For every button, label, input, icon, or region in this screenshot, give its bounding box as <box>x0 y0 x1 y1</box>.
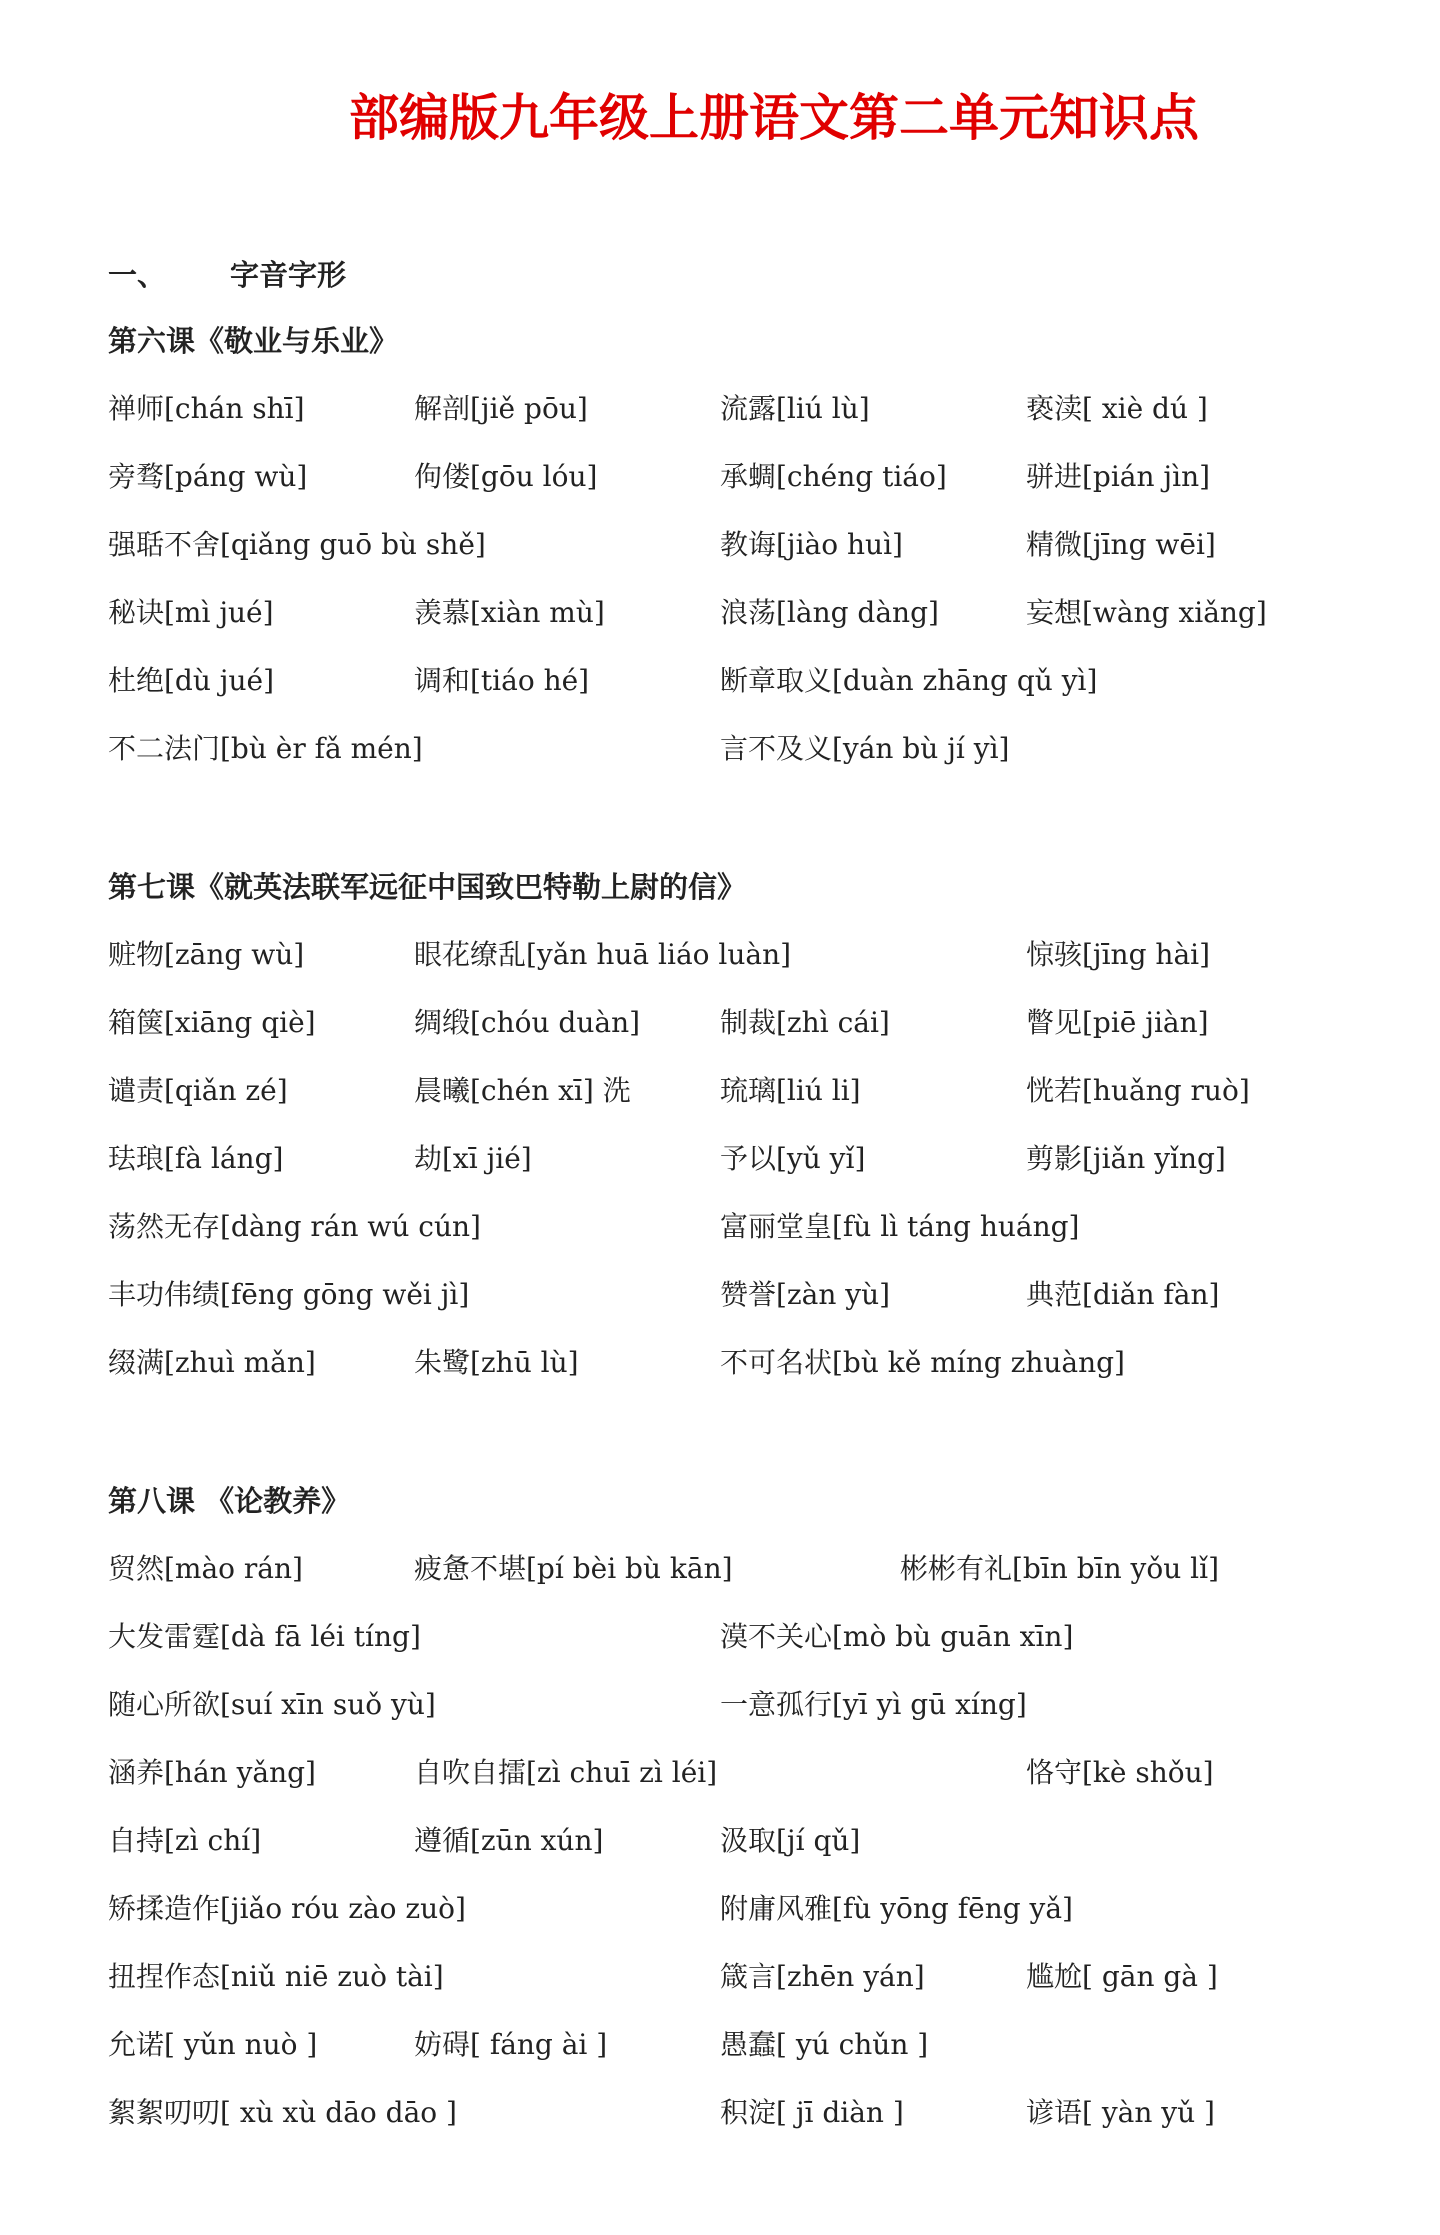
vocab-item: 绸缎[chóu duàn] <box>414 1006 641 1039</box>
vocab-item: 大发雷霆[dà fā léi tíng] <box>108 1620 421 1653</box>
vocab-item: 贸然[mào rán] <box>108 1552 303 1585</box>
vocab-item: 自持[zì chí] <box>108 1824 262 1857</box>
vocab-row <box>108 579 1358 647</box>
vocab-item: 惊骇[jīng hài] <box>1026 938 1211 971</box>
vocab-item: 遵循[zūn xún] <box>414 1824 604 1857</box>
vocab-item: 箴言[zhēn yán] <box>720 1960 925 1993</box>
vocab-item: 恪守[kè shǒu] <box>1026 1756 1214 1789</box>
lesson-title: 第七课《就英法联军远征中国致巴特勒上尉的信》 <box>108 870 747 904</box>
vocab-item: 予以[yǔ yǐ] <box>720 1142 866 1175</box>
vocab-item: 旁骛[páng wù] <box>108 460 308 493</box>
lesson-7 <box>108 853 1358 1397</box>
vocab-row <box>108 989 1358 1057</box>
vocab-item: 羡慕[xiàn mù] <box>414 596 605 629</box>
vocab-item: 矫揉造作[jiǎo róu zào zuò] <box>108 1892 466 1925</box>
vocab-item: 丰功伟绩[fēng gōng wěi jì] <box>108 1278 470 1311</box>
vocab-row <box>108 1875 1358 1943</box>
vocab-item: 佝偻[gōu lóu] <box>414 460 598 493</box>
vocab-item: 富丽堂皇[fù lì táng huáng] <box>720 1210 1080 1243</box>
vocab-item: 箱箧[xiāng qiè] <box>108 1006 316 1039</box>
vocab-item: 强聒不舍[qiǎng guō bù shě] <box>108 528 486 561</box>
vocab-item: 一意孤行[yī yì gū xíng] <box>720 1688 1027 1721</box>
vocab-item: 瞥见[piē jiàn] <box>1026 1006 1209 1039</box>
vocab-item: 剪影[jiǎn yǐng] <box>1026 1142 1226 1175</box>
vocab-item: 妄想[wàng xiǎng] <box>1026 596 1267 629</box>
vocab-item: 教诲[jiào huì] <box>720 528 903 561</box>
vocab-item: 荡然无存[dàng rán wú cún] <box>108 1210 481 1243</box>
vocab-item: 谴责[qiǎn zé] <box>108 1074 288 1107</box>
lesson-title: 第六课《敬业与乐业》 <box>108 324 399 358</box>
vocab-item: 解剖[jiě pōu] <box>414 392 588 425</box>
vocab-item: 精微[jīng wēi] <box>1026 528 1216 561</box>
vocab-item: 允诺[ yǔn nuò ] <box>108 2028 318 2061</box>
vocab-item: 言不及义[yán bù jí yì] <box>720 732 1010 765</box>
lesson-title: 第八课 《论教养》 <box>108 1484 351 1518</box>
vocab-row <box>108 1193 1358 1261</box>
document-title: 部编版九年级上册语文第二单元知识点 <box>349 89 1199 147</box>
vocab-row <box>108 1261 1358 1329</box>
vocab-item: 絮絮叨叨[ xù xù dāo dāo ] <box>108 2096 457 2129</box>
vocab-item: 眼花缭乱[yǎn huā liáo luàn] <box>414 938 792 971</box>
vocab-item: 彬彬有礼[bīn bīn yǒu lǐ] <box>900 1552 1219 1585</box>
vocab-item: 缀满[zhuì mǎn] <box>108 1346 316 1379</box>
vocab-item: 典范[diǎn fàn] <box>1026 1278 1220 1311</box>
vocab-row <box>108 1125 1358 1193</box>
vocab-row <box>108 1057 1358 1125</box>
vocab-item: 尴尬[ gān gà ] <box>1026 1960 1218 1993</box>
vocab-item: 涵养[hán yǎng] <box>108 1756 316 1789</box>
vocab-row <box>108 1739 1358 1807</box>
vocab-row <box>108 715 1358 783</box>
vocab-item: 不二法门[bù èr fǎ mén] <box>108 732 423 765</box>
section-heading <box>108 253 346 294</box>
vocab-row <box>108 1807 1358 1875</box>
vocab-item: 流露[liú lù] <box>720 392 870 425</box>
vocab-item: 扭捏作态[niǔ niē zuò tài] <box>108 1960 444 1993</box>
vocab-item: 积淀[ jī diàn ] <box>720 2096 904 2129</box>
vocab-row <box>108 1671 1358 1739</box>
vocab-item: 断章取义[duàn zhāng qǔ yì] <box>720 664 1098 697</box>
vocab-item: 劫[xī jié] <box>414 1142 532 1175</box>
vocab-item: 汲取[jí qǔ] <box>720 1824 861 1857</box>
vocab-item: 随心所欲[suí xīn suǒ yù] <box>108 1688 436 1721</box>
vocab-row <box>108 443 1358 511</box>
vocab-item: 疲惫不堪[pí bèi bù kān] <box>414 1552 733 1585</box>
vocab-item: 附庸风雅[fù yōng fēng yǎ] <box>720 1892 1073 1925</box>
vocab-item: 珐琅[fà láng] <box>108 1142 284 1175</box>
vocab-item: 漠不关心[mò bù guān xīn] <box>720 1620 1074 1653</box>
vocab-row <box>108 511 1358 579</box>
lesson-8 <box>108 1467 1358 2147</box>
vocab-row <box>108 1603 1358 1671</box>
vocab-row <box>108 647 1358 715</box>
vocab-row <box>108 1329 1358 1397</box>
vocab-item: 赃物[zāng wù] <box>108 938 305 971</box>
vocab-item: 谚语[ yàn yǔ ] <box>1026 2096 1215 2129</box>
vocab-item: 调和[tiáo hé] <box>414 664 590 697</box>
vocab-item: 朱鹭[zhū lù] <box>414 1346 579 1379</box>
vocab-item: 赞誉[zàn yù] <box>720 1278 891 1311</box>
vocab-item: 禅师[chán shī] <box>108 392 305 425</box>
vocab-item: 亵渎[ xiè dú ] <box>1026 392 1208 425</box>
vocab-item: 承蜩[chéng tiáo] <box>720 460 947 493</box>
vocab-item: 骈进[pián jìn] <box>1026 460 1211 493</box>
vocab-item: 琉璃[liú li] <box>720 1074 861 1107</box>
vocab-item: 愚蠢[ yú chǔn ] <box>720 2028 929 2061</box>
vocab-item: 自吹自擂[zì chuī zì léi] <box>414 1756 718 1789</box>
vocab-item: 制裁[zhì cái] <box>720 1006 890 1039</box>
vocab-item: 不可名状[bù kě míng zhuàng] <box>720 1346 1125 1379</box>
vocab-item: 浪荡[làng dàng] <box>720 596 939 629</box>
vocab-item: 恍若[huǎng ruò] <box>1026 1074 1250 1107</box>
lesson-6 <box>108 307 1358 783</box>
vocab-row <box>108 1535 1358 1603</box>
vocab-item: 妨碍[ fáng ài ] <box>414 2028 608 2061</box>
vocab-row <box>108 375 1358 443</box>
vocab-item: 晨曦[chén xī] 洗 <box>414 1074 631 1107</box>
vocab-row <box>108 1943 1358 2011</box>
vocab-item: 杜绝[dù jué] <box>108 664 274 697</box>
section-label: 字音字形 <box>230 258 347 292</box>
vocab-row <box>108 921 1358 989</box>
vocab-row <box>108 2079 1358 2147</box>
vocab-row <box>108 2011 1358 2079</box>
vocab-item: 秘诀[mì jué] <box>108 596 274 629</box>
section-number: 一、 <box>108 258 167 292</box>
